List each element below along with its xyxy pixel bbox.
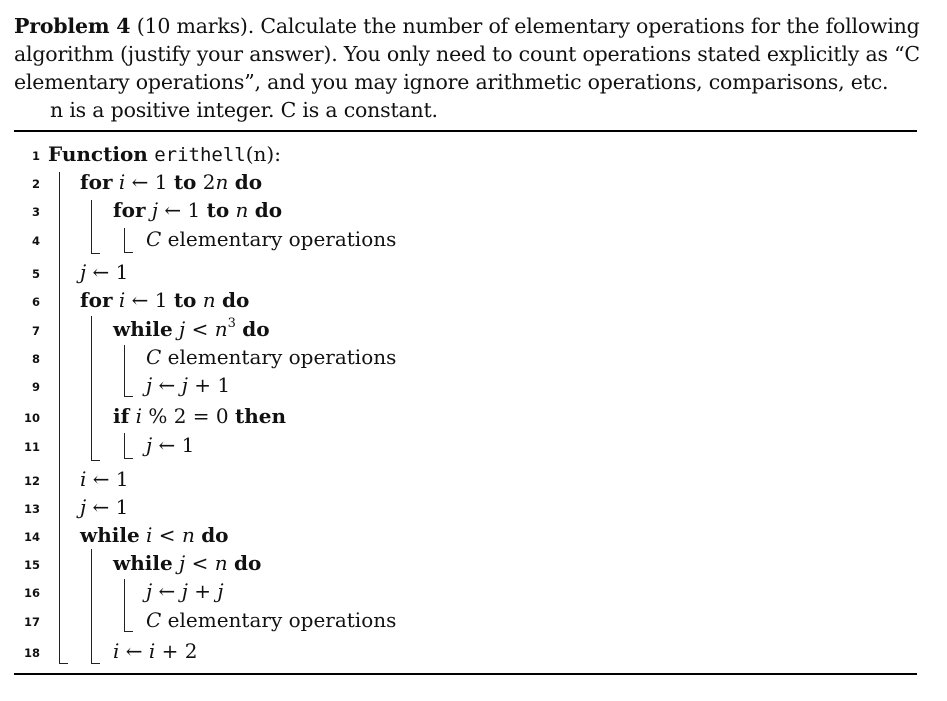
line-number: 15 xyxy=(23,558,40,572)
block-bar-while-outer xyxy=(91,549,92,664)
line-number: 10 xyxy=(23,411,40,425)
code-line-15: while j < n do xyxy=(113,551,262,575)
block-tick-for-second xyxy=(91,460,100,461)
problem-text: Calculate the number of elementary operations for the following algorithm (justify your answer). You only need to count operations stated explicitly as “C elementary operations”, and you may ignore arithmetic operations, comparisons, etc. xyxy=(14,14,920,94)
line-number: 1 xyxy=(31,149,40,163)
function-keyword: Function xyxy=(48,142,148,166)
code-line-5: j ← 1 xyxy=(80,260,129,284)
code-line-14: while i < n do xyxy=(80,523,229,547)
block-bar-while-inner xyxy=(124,579,125,632)
line-number: 7 xyxy=(31,324,40,338)
block-tick-while-cube xyxy=(124,396,133,397)
problem-title: Problem 4 xyxy=(14,14,131,38)
block-bar-for-inner xyxy=(124,228,125,253)
code-line-18: i ← i + 2 xyxy=(113,639,198,663)
code-line-13: j ← 1 xyxy=(80,495,129,519)
code-line-6: for i ← 1 to n do xyxy=(80,288,250,312)
problem-marks: (10 marks). xyxy=(136,14,255,38)
line-number: 6 xyxy=(31,295,40,309)
code-line-8: C elementary operations xyxy=(146,345,397,369)
line-number: 12 xyxy=(23,474,40,488)
function-args: (n): xyxy=(245,142,281,166)
line-number: 18 xyxy=(23,646,40,660)
line-number: 9 xyxy=(31,380,40,394)
block-tick-while-outer xyxy=(91,663,100,664)
block-tick-for-inner xyxy=(124,252,133,253)
code-line-9: j ← j + 1 xyxy=(146,373,231,397)
function-name: erithell xyxy=(154,144,246,166)
line-number: 2 xyxy=(31,177,40,191)
code-line-3: for j ← 1 to n do xyxy=(113,198,283,222)
line-number: 8 xyxy=(31,352,40,366)
block-bar-for-second xyxy=(91,316,92,461)
code-line-10: if i % 2 = 0 then xyxy=(113,404,287,428)
line-number: 14 xyxy=(23,530,40,544)
code-line-17: C elementary operations xyxy=(146,608,397,632)
block-bar-while-cube xyxy=(124,345,125,397)
line-number: 5 xyxy=(31,267,40,281)
line-number: 3 xyxy=(31,205,40,219)
block-bar-for-outer xyxy=(91,200,92,254)
block-bar-if xyxy=(124,433,125,459)
code-line-11: j ← 1 xyxy=(146,433,195,457)
code-line-12: i ← 1 xyxy=(80,467,129,491)
block-tick-for-outer xyxy=(91,253,100,254)
line-number: 16 xyxy=(23,586,40,600)
block-tick-while-inner xyxy=(124,631,133,632)
line-number: 17 xyxy=(23,615,40,629)
line-number: 4 xyxy=(31,234,40,248)
function-header xyxy=(48,142,281,167)
code-line-7: while $j < n^3$ do xyxy=(113,316,270,341)
block-tick-if xyxy=(124,458,133,459)
problem-given: n is a positive integer. C is a constant. xyxy=(50,98,438,122)
block-tick-function xyxy=(59,663,68,664)
code-line-4: C elementary operations xyxy=(146,227,397,251)
code-line-2: for i ← 1 to 2n do xyxy=(80,170,263,194)
line-number: 13 xyxy=(23,502,40,516)
code-line-16: j ← j + j xyxy=(146,579,224,603)
block-bar-function xyxy=(59,172,60,664)
line-number: 11 xyxy=(23,440,40,454)
